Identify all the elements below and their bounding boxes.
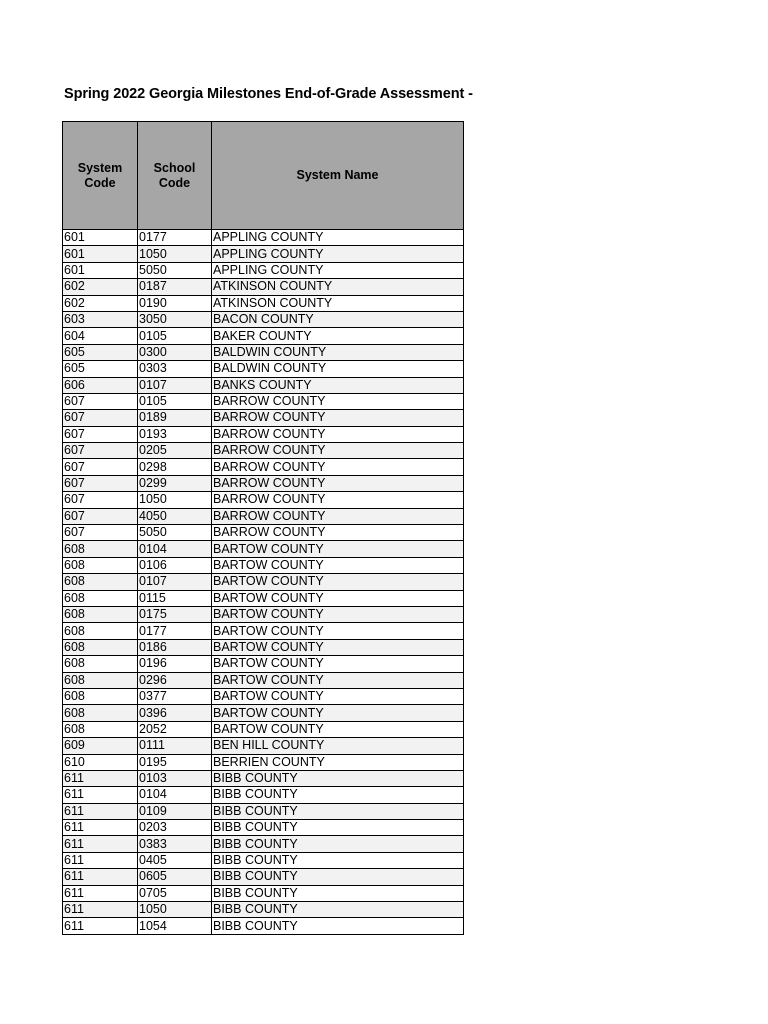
cell-system-code: 608 [63, 557, 138, 573]
cell-system-code: 607 [63, 475, 138, 491]
table-row [63, 443, 464, 459]
table-row [63, 393, 464, 409]
table-row [63, 492, 464, 508]
cell-school-code: 0190 [138, 295, 212, 311]
cell-system-name: BARROW COUNTY [212, 475, 464, 491]
cell-system-name: BIBB COUNTY [212, 836, 464, 852]
table-row [63, 311, 464, 327]
table-row [63, 525, 464, 541]
cell-system-name: BARROW COUNTY [212, 508, 464, 524]
cell-system-name: ATKINSON COUNTY [212, 279, 464, 295]
table-row [63, 852, 464, 868]
cell-school-code: 1050 [138, 246, 212, 262]
cell-school-code: 0383 [138, 836, 212, 852]
cell-system-name: BARTOW COUNTY [212, 688, 464, 704]
cell-system-code: 608 [63, 639, 138, 655]
cell-school-code: 0203 [138, 820, 212, 836]
cell-system-name: BEN HILL COUNTY [212, 738, 464, 754]
cell-system-code: 607 [63, 525, 138, 541]
table-row [63, 721, 464, 737]
cell-system-name: APPLING COUNTY [212, 246, 464, 262]
cell-system-name: BARROW COUNTY [212, 459, 464, 475]
cell-school-code: 0187 [138, 279, 212, 295]
cell-school-code: 0303 [138, 361, 212, 377]
table-row [63, 410, 464, 426]
cell-system-code: 603 [63, 311, 138, 327]
table-row [63, 279, 464, 295]
cell-school-code: 0104 [138, 541, 212, 557]
table-row [63, 328, 464, 344]
table-row [63, 295, 464, 311]
cell-system-name: BIBB COUNTY [212, 869, 464, 885]
table-row [63, 246, 464, 262]
cell-school-code: 0205 [138, 443, 212, 459]
cell-system-code: 602 [63, 279, 138, 295]
cell-system-name: ATKINSON COUNTY [212, 295, 464, 311]
cell-system-name: BAKER COUNTY [212, 328, 464, 344]
cell-system-name: BARTOW COUNTY [212, 623, 464, 639]
cell-school-code: 0104 [138, 787, 212, 803]
cell-system-name: BARTOW COUNTY [212, 721, 464, 737]
cell-system-name: BARROW COUNTY [212, 492, 464, 508]
cell-system-name: BIBB COUNTY [212, 885, 464, 901]
table-row [63, 787, 464, 803]
cell-school-code: 0377 [138, 688, 212, 704]
cell-system-name: BARTOW COUNTY [212, 541, 464, 557]
cell-system-name: BARTOW COUNTY [212, 672, 464, 688]
cell-system-name: BARTOW COUNTY [212, 557, 464, 573]
table-row [63, 902, 464, 918]
cell-system-name: BIBB COUNTY [212, 803, 464, 819]
cell-school-code: 0189 [138, 410, 212, 426]
schools-table [62, 121, 464, 935]
table-row [63, 377, 464, 393]
cell-system-name: BIBB COUNTY [212, 787, 464, 803]
cell-system-code: 607 [63, 459, 138, 475]
cell-school-code: 0186 [138, 639, 212, 655]
cell-school-code: 0105 [138, 393, 212, 409]
cell-system-code: 608 [63, 656, 138, 672]
table-row [63, 770, 464, 786]
table-row [63, 230, 464, 246]
cell-school-code: 0107 [138, 574, 212, 590]
cell-system-code: 608 [63, 705, 138, 721]
cell-school-code: 0103 [138, 770, 212, 786]
table-row [63, 262, 464, 278]
cell-system-name: BARTOW COUNTY [212, 656, 464, 672]
cell-school-code: 0106 [138, 557, 212, 573]
cell-system-name: BALDWIN COUNTY [212, 344, 464, 360]
table-row [63, 885, 464, 901]
cell-school-code: 0195 [138, 754, 212, 770]
cell-school-code: 2052 [138, 721, 212, 737]
cell-system-code: 604 [63, 328, 138, 344]
cell-system-code: 607 [63, 426, 138, 442]
table-row [63, 869, 464, 885]
cell-system-name: BARTOW COUNTY [212, 590, 464, 606]
cell-system-name: BIBB COUNTY [212, 918, 464, 934]
cell-school-code: 0111 [138, 738, 212, 754]
cell-system-name: BIBB COUNTY [212, 902, 464, 918]
table-row [63, 557, 464, 573]
cell-school-code: 1050 [138, 902, 212, 918]
table-row [63, 754, 464, 770]
cell-system-name: BARTOW COUNTY [212, 705, 464, 721]
cell-system-code: 611 [63, 852, 138, 868]
cell-school-code: 0107 [138, 377, 212, 393]
cell-system-code: 601 [63, 246, 138, 262]
cell-system-code: 611 [63, 836, 138, 852]
table-header-row [63, 122, 464, 230]
cell-system-code: 608 [63, 574, 138, 590]
cell-school-code: 0177 [138, 230, 212, 246]
cell-system-code: 607 [63, 508, 138, 524]
cell-school-code: 3050 [138, 311, 212, 327]
table-row [63, 639, 464, 655]
cell-school-code: 5050 [138, 525, 212, 541]
table-row [63, 344, 464, 360]
cell-system-code: 608 [63, 623, 138, 639]
cell-system-code: 608 [63, 541, 138, 557]
header-system-name: System Name [212, 122, 464, 230]
cell-system-name: BARTOW COUNTY [212, 639, 464, 655]
cell-system-name: BALDWIN COUNTY [212, 361, 464, 377]
cell-school-code: 0396 [138, 705, 212, 721]
cell-school-code: 0177 [138, 623, 212, 639]
table-row [63, 606, 464, 622]
cell-system-code: 607 [63, 492, 138, 508]
cell-system-name: BIBB COUNTY [212, 820, 464, 836]
cell-school-code: 0105 [138, 328, 212, 344]
cell-school-code: 0298 [138, 459, 212, 475]
cell-system-code: 608 [63, 672, 138, 688]
cell-school-code: 0175 [138, 606, 212, 622]
table-row [63, 918, 464, 934]
cell-system-code: 601 [63, 230, 138, 246]
cell-school-code: 0109 [138, 803, 212, 819]
cell-school-code: 0115 [138, 590, 212, 606]
cell-system-code: 610 [63, 754, 138, 770]
table-row [63, 541, 464, 557]
cell-system-code: 611 [63, 770, 138, 786]
cell-school-code: 0605 [138, 869, 212, 885]
table-row [63, 705, 464, 721]
cell-system-name: BIBB COUNTY [212, 770, 464, 786]
cell-system-name: BARTOW COUNTY [212, 606, 464, 622]
cell-system-code: 609 [63, 738, 138, 754]
cell-system-code: 611 [63, 885, 138, 901]
cell-school-code: 0193 [138, 426, 212, 442]
cell-system-code: 611 [63, 869, 138, 885]
cell-system-code: 608 [63, 688, 138, 704]
table-row [63, 623, 464, 639]
table-row [63, 820, 464, 836]
table-row [63, 672, 464, 688]
table-row [63, 590, 464, 606]
table-row [63, 508, 464, 524]
cell-system-code: 611 [63, 787, 138, 803]
cell-school-code: 0299 [138, 475, 212, 491]
cell-system-name: BERRIEN COUNTY [212, 754, 464, 770]
cell-system-code: 611 [63, 902, 138, 918]
cell-system-name: BARROW COUNTY [212, 426, 464, 442]
table-row [63, 803, 464, 819]
table-row [63, 738, 464, 754]
table-row [63, 475, 464, 491]
table-row [63, 688, 464, 704]
cell-school-code: 0705 [138, 885, 212, 901]
document-title: Spring 2022 Georgia Milestones End-of-Grade Assessment - [64, 86, 473, 102]
cell-system-name: BARROW COUNTY [212, 443, 464, 459]
cell-system-name: BARROW COUNTY [212, 393, 464, 409]
cell-system-code: 605 [63, 344, 138, 360]
cell-system-name: BARROW COUNTY [212, 410, 464, 426]
cell-school-code: 0405 [138, 852, 212, 868]
cell-system-code: 611 [63, 803, 138, 819]
cell-system-name: BARTOW COUNTY [212, 574, 464, 590]
cell-school-code: 5050 [138, 262, 212, 278]
table-row [63, 361, 464, 377]
cell-system-code: 602 [63, 295, 138, 311]
cell-system-code: 601 [63, 262, 138, 278]
cell-system-name: APPLING COUNTY [212, 262, 464, 278]
cell-system-code: 608 [63, 590, 138, 606]
cell-system-code: 611 [63, 820, 138, 836]
cell-system-name: APPLING COUNTY [212, 230, 464, 246]
table-row [63, 574, 464, 590]
cell-system-name: BIBB COUNTY [212, 852, 464, 868]
cell-system-code: 607 [63, 393, 138, 409]
cell-school-code: 1054 [138, 918, 212, 934]
table-body [63, 230, 464, 935]
cell-system-name: BACON COUNTY [212, 311, 464, 327]
header-system-code: System Code [63, 122, 138, 230]
cell-system-code: 605 [63, 361, 138, 377]
cell-school-code: 1050 [138, 492, 212, 508]
cell-school-code: 0300 [138, 344, 212, 360]
cell-system-code: 608 [63, 606, 138, 622]
cell-system-code: 608 [63, 721, 138, 737]
cell-system-code: 607 [63, 443, 138, 459]
table-row [63, 836, 464, 852]
cell-system-code: 611 [63, 918, 138, 934]
cell-school-code: 0196 [138, 656, 212, 672]
cell-system-code: 607 [63, 410, 138, 426]
table-row [63, 459, 464, 475]
cell-school-code: 4050 [138, 508, 212, 524]
cell-system-name: BARROW COUNTY [212, 525, 464, 541]
table-row [63, 656, 464, 672]
cell-system-code: 606 [63, 377, 138, 393]
table-row [63, 426, 464, 442]
cell-system-name: BANKS COUNTY [212, 377, 464, 393]
cell-school-code: 0296 [138, 672, 212, 688]
header-school-code: School Code [138, 122, 212, 230]
